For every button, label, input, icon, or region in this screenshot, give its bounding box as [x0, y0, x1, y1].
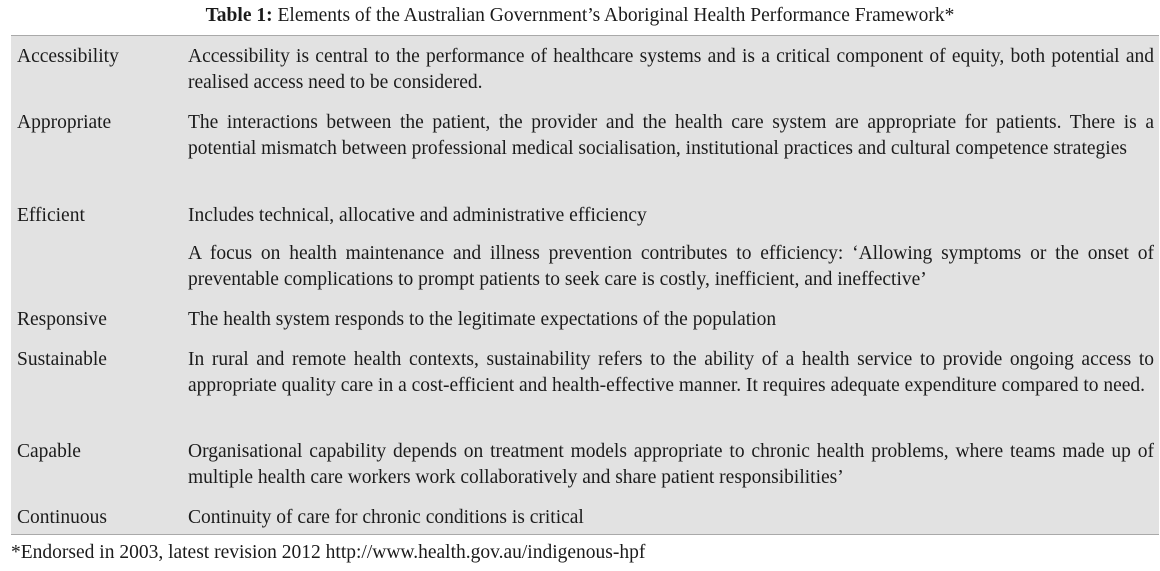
row-term: Capable	[17, 441, 81, 462]
row-term: Responsive	[17, 309, 107, 330]
table-caption	[0, 4, 1160, 28]
table-footnote: *Endorsed in 2003, latest revision 2012 http://www.health.gov.au/indigenous-hpf	[11, 542, 646, 563]
row-term: Sustainable	[17, 349, 107, 370]
row-term: Accessibility	[17, 46, 119, 67]
framework-table	[11, 35, 1159, 535]
row-description: Accessibility is central to the performance of healthcare systems and is a critical component of equity, both potential and realised access need to be considered.	[188, 46, 1154, 93]
row-description: Includes technical, allocative and administrative efficiency	[188, 205, 647, 226]
row-term: Appropriate	[17, 112, 112, 133]
row-term: Efficient	[17, 205, 85, 226]
row-description: Organisational capability depends on treatment models appropriate to chronic health problems, where teams made up of multiple health care workers work collaboratively and share patient responsibilities’	[188, 441, 1154, 488]
row-description: The interactions between the patient, the provider and the health care system are appropriate for patients. There is a potential mismatch between professional medical socialisation, institutional practices and cultural competence strategies	[188, 112, 1154, 159]
row-description: The health system responds to the legitimate expectations of the population	[188, 309, 777, 330]
row-description: In rural and remote health contexts, sustainability refers to the ability of a health service to provide ongoing access to appropriate quality care in a cost-efficient and health-effective manner. It requires adequate expenditure compared to need.	[188, 349, 1154, 396]
row-description: A focus on health maintenance and illness prevention contributes to efficiency: ‘Allowing symptoms or the onset of preventable complications to prompt patients to seek care is costly, inefficient, and ineffective’	[188, 243, 1154, 290]
row-term: Continuous	[17, 507, 107, 528]
table-caption-text: Elements of the Australian Government’s Aboriginal Health Performance Framework*	[277, 5, 955, 26]
table-caption-label: Table 1:	[205, 5, 273, 26]
row-description: Continuity of care for chronic conditions is critical	[188, 507, 584, 528]
